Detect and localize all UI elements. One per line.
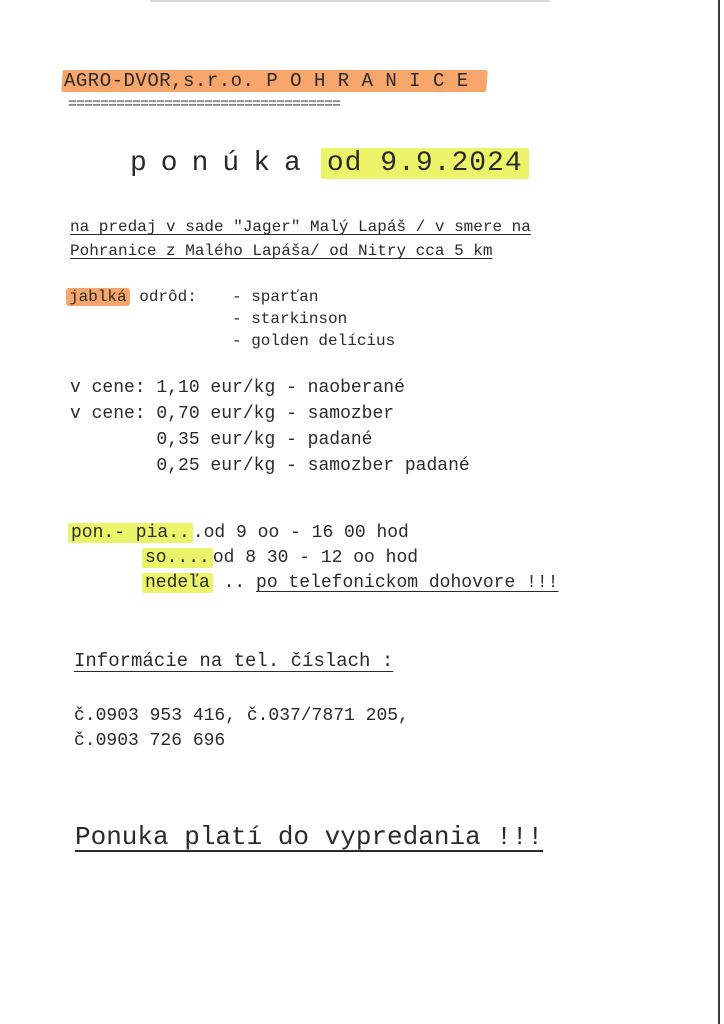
price-value: 0,70 eur/kg (156, 404, 276, 424)
offer-date: od 9.9.2024 (321, 148, 529, 179)
variety-item: - starkinson (232, 310, 348, 328)
title-separator: ================================== (68, 96, 341, 113)
price-type: - samozber (286, 404, 395, 424)
scan-right-edge (718, 0, 720, 1024)
price-value: 0,25 eur/kg (156, 456, 276, 476)
variety-item: - sparťan (232, 288, 319, 306)
hours-separator: .. (212, 573, 257, 593)
hours-day: so.... (142, 548, 213, 568)
price-type: - padané (286, 430, 373, 450)
apples-word: jablká (66, 288, 130, 306)
scan-top-edge (150, 0, 550, 2)
price-value: 1,10 eur/kg (156, 378, 276, 398)
hours-time: .od 9 oo - 16 00 hod (192, 523, 409, 543)
hours-weekdays (68, 523, 409, 543)
price-value: 0,35 eur/kg (156, 430, 276, 450)
offer-word: ponúka (130, 148, 315, 179)
location-line-2: Pohranice z Malého Lapáša/ od Nitry cca 5 km (70, 242, 493, 260)
hours-day: pon.- pia.. (68, 523, 193, 543)
price-prefix (70, 456, 156, 476)
price-type: - naoberané (286, 378, 405, 398)
price-row (70, 404, 394, 424)
apples-label (66, 288, 197, 306)
price-row (70, 456, 470, 476)
company-name: AGRO-DVOR,s.r.o. P O H R A N I C E (61, 70, 487, 92)
hours-time: po telefonickom dohovore !!! (256, 573, 559, 593)
location-line-1: na predaj v sade "Jager" Malý Lapáš / v smere na (70, 218, 531, 236)
price-prefix: v cene: (70, 378, 157, 398)
variety-item: - golden delícius (232, 332, 396, 350)
hours-sunday (142, 573, 558, 593)
hours-saturday (142, 548, 418, 568)
price-type: - samozber padané (286, 456, 470, 476)
price-prefix (70, 430, 156, 450)
offer-validity: Ponuka platí do vypredania !!! (75, 822, 544, 852)
price-row (70, 378, 405, 398)
phone-line-1: č.0903 953 416, č.037/7871 205, (74, 706, 409, 726)
phone-line-2: č.0903 726 696 (74, 731, 226, 751)
varieties-label: odrôd: (139, 288, 197, 306)
price-row (70, 430, 372, 450)
hours-time: od 8 30 - 12 oo hod (212, 548, 419, 568)
contact-heading: Informácie na tel. číslach : (74, 650, 394, 672)
hours-day: nedeľa (142, 573, 213, 593)
price-prefix: v cene: (70, 404, 157, 424)
offer-title (130, 148, 529, 179)
